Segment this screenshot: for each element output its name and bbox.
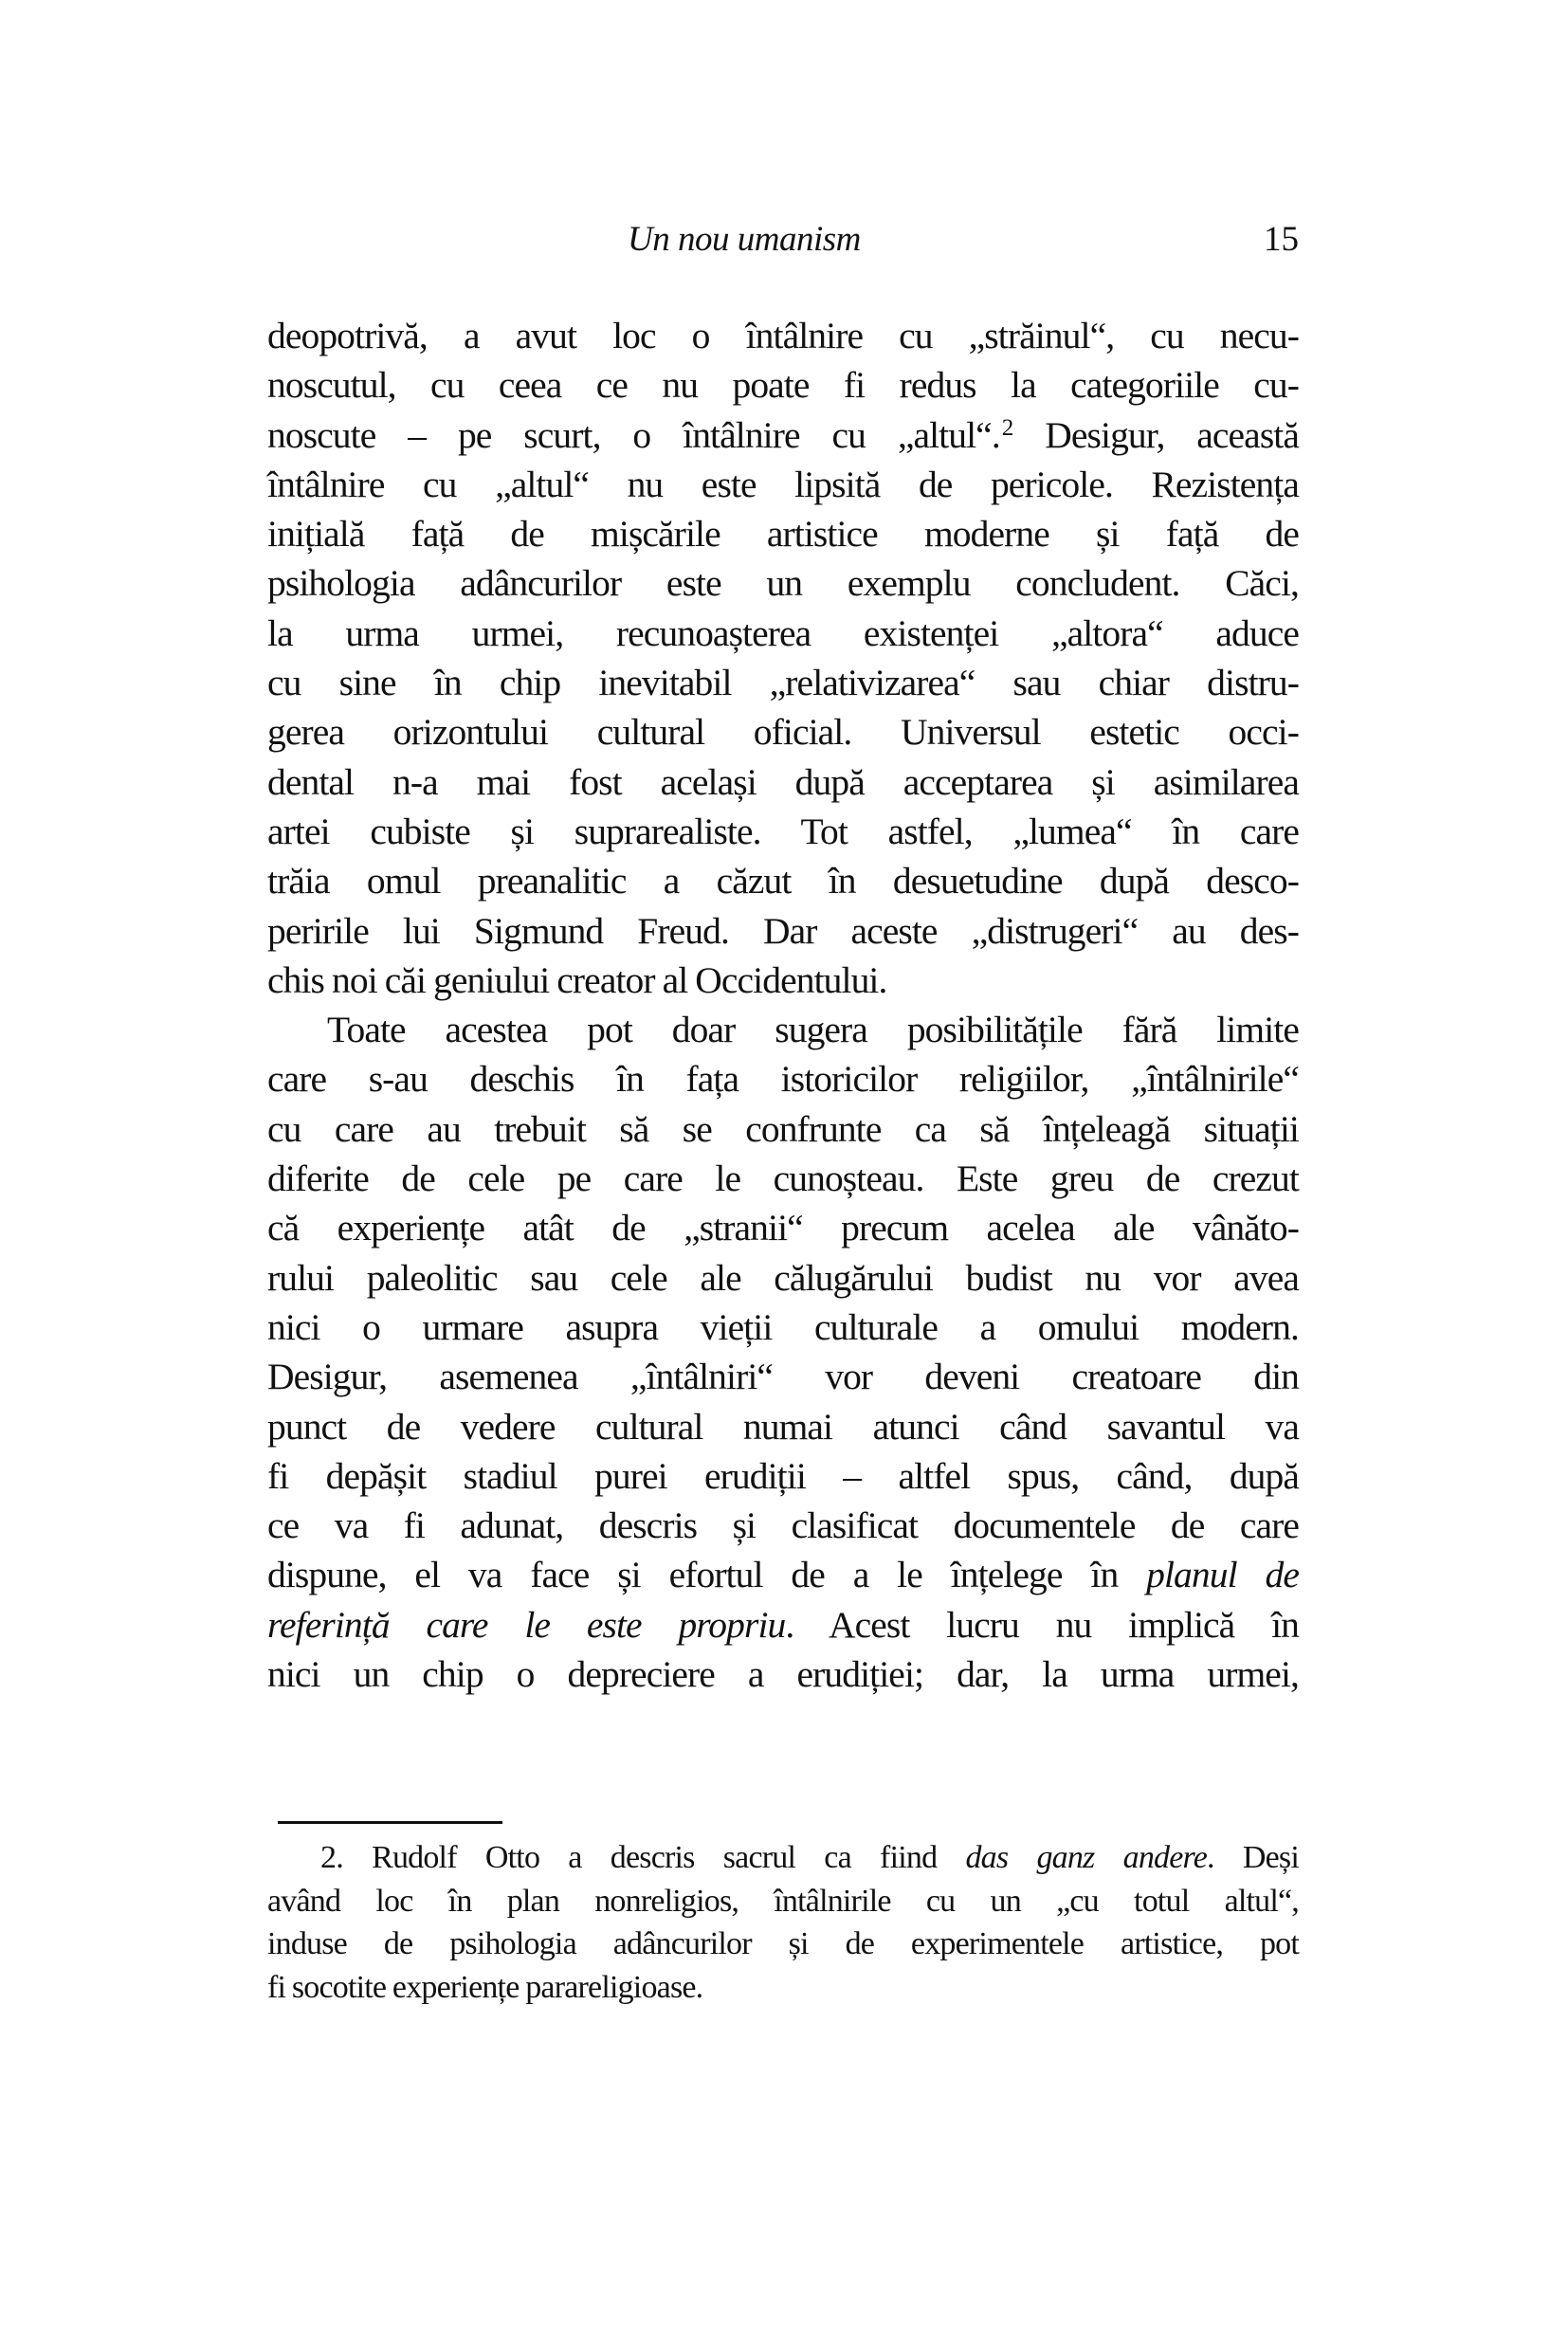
- running-header: [267, 216, 1299, 264]
- italic-emphasis: planul de: [1146, 1554, 1299, 1596]
- text-line: punct de vedere cultural numai atunci când savantul va: [267, 1405, 1299, 1448]
- text-line: [267, 1600, 1299, 1649]
- footnote-line: fi socotite experiențe parareligioase.: [267, 1969, 703, 2005]
- text-line: nici o urmare asupra vieții culturale a omului modern.: [267, 1305, 1299, 1348]
- text-line: la urma urmei, recunoașterea existenței „altora“ aduce: [267, 611, 1299, 654]
- footnote-line: induse de psihologia adâncurilor și de experimentele artistice, pot: [267, 1926, 1299, 1961]
- text-line: chis noi căi geniului creator al Occidentului.: [267, 958, 887, 1001]
- text-line: cu sine în chip inevitabil „relativizarea“ sau chiar distru-: [267, 662, 1299, 704]
- text-line: Desigur, asemenea „întâlniri“ vor deveni creatoare din: [267, 1356, 1299, 1398]
- text-line: trăia omul preanalitic a căzut în desuetudine după desco-: [267, 860, 1299, 902]
- text-line: întâlnire cu „altul“ nu este lipsită de pericole. Rezistența: [267, 463, 1299, 505]
- text-line: noscutul, cu ceea ce nu poate fi redus la categoriile cu-: [267, 364, 1299, 407]
- text-line: diferite de cele pe care le cunoșteau. Este greu de crezut: [267, 1157, 1299, 1200]
- paragraph-2: [267, 1005, 1299, 1699]
- text-line: [267, 410, 1299, 460]
- text-segment: noscute – pe scurt, o întâlnire cu „altul“.: [267, 413, 1000, 456]
- text-line: inițială față de mișcările artistice moderne și față de: [267, 513, 1299, 556]
- text-line: psihologia adâncurilor este un exemplu concludent. Căci,: [267, 562, 1299, 605]
- paragraph-1: [267, 311, 1299, 1005]
- text-line: ce va fi adunat, descris și clasificat documentele de care: [267, 1504, 1299, 1547]
- text-line: cu care au trebuit să se confrunte ca să înțeleagă situații: [267, 1107, 1299, 1150]
- running-title: Un nou umanism: [628, 220, 861, 259]
- text-segment: Desigur, această: [1012, 413, 1299, 456]
- page-number: 15: [1264, 220, 1299, 259]
- footnote-line: [267, 1836, 1299, 1880]
- footnote-2: [267, 1836, 1299, 2009]
- text-segment: dispune, el va face și efortul de a le înțelege în: [267, 1554, 1147, 1596]
- text-line: artei cubiste și suprarealiste. Tot astfel, „lumea“ în care: [267, 810, 1299, 852]
- footnotes: [267, 1836, 1299, 2009]
- footnote-reference[interactable]: 2: [1001, 414, 1013, 441]
- text-line: nici un chip o depreciere a erudiției; dar, la urma urmei,: [267, 1653, 1299, 1696]
- text-line: peririle lui Sigmund Freud. Dar aceste „distrugeri“ au des-: [267, 909, 1299, 952]
- text-line: rului paleolitic sau cele ale călugărului budist nu vor avea: [267, 1256, 1299, 1299]
- text-line: Toate acestea pot doar sugera posibilitățile fără limite: [327, 1009, 1299, 1051]
- text-line: că experiențe atât de „stranii“ precum acelea ale vânăto-: [267, 1207, 1299, 1249]
- body-text: [267, 311, 1299, 1699]
- italic-emphasis: referință care le este propriu: [267, 1603, 786, 1646]
- text-line: [267, 1550, 1299, 1599]
- text-line: dental n-a mai fost același după acceptarea și asimilarea: [267, 760, 1299, 803]
- text-line: gerea orizontului cultural oficial. Universul estetic occi-: [267, 711, 1299, 754]
- text-line: fi depășit stadiul purei erudiții – altfel spus, când, după: [267, 1454, 1299, 1497]
- footnote-separator: [278, 1821, 502, 1824]
- text-line: deopotrivă, a avut loc o întâlnire cu „străinul“, cu necu-: [267, 315, 1299, 356]
- footnote-number: 2.: [320, 1840, 343, 1875]
- text-segment: . Acest lucru nu implică în: [785, 1603, 1299, 1646]
- text-segment: . Deși: [1207, 1840, 1299, 1875]
- footnote-line: având loc în plan nonreligios, întâlnirile cu un „cu totul altul“,: [267, 1883, 1299, 1919]
- italic-emphasis: das ganz andere: [965, 1840, 1207, 1875]
- text-segment: Rudolf Otto a descris sacrul ca fiind: [372, 1840, 966, 1875]
- text-line: care s-au deschis în fața istoricilor religiilor, „întâlnirile“: [267, 1058, 1299, 1101]
